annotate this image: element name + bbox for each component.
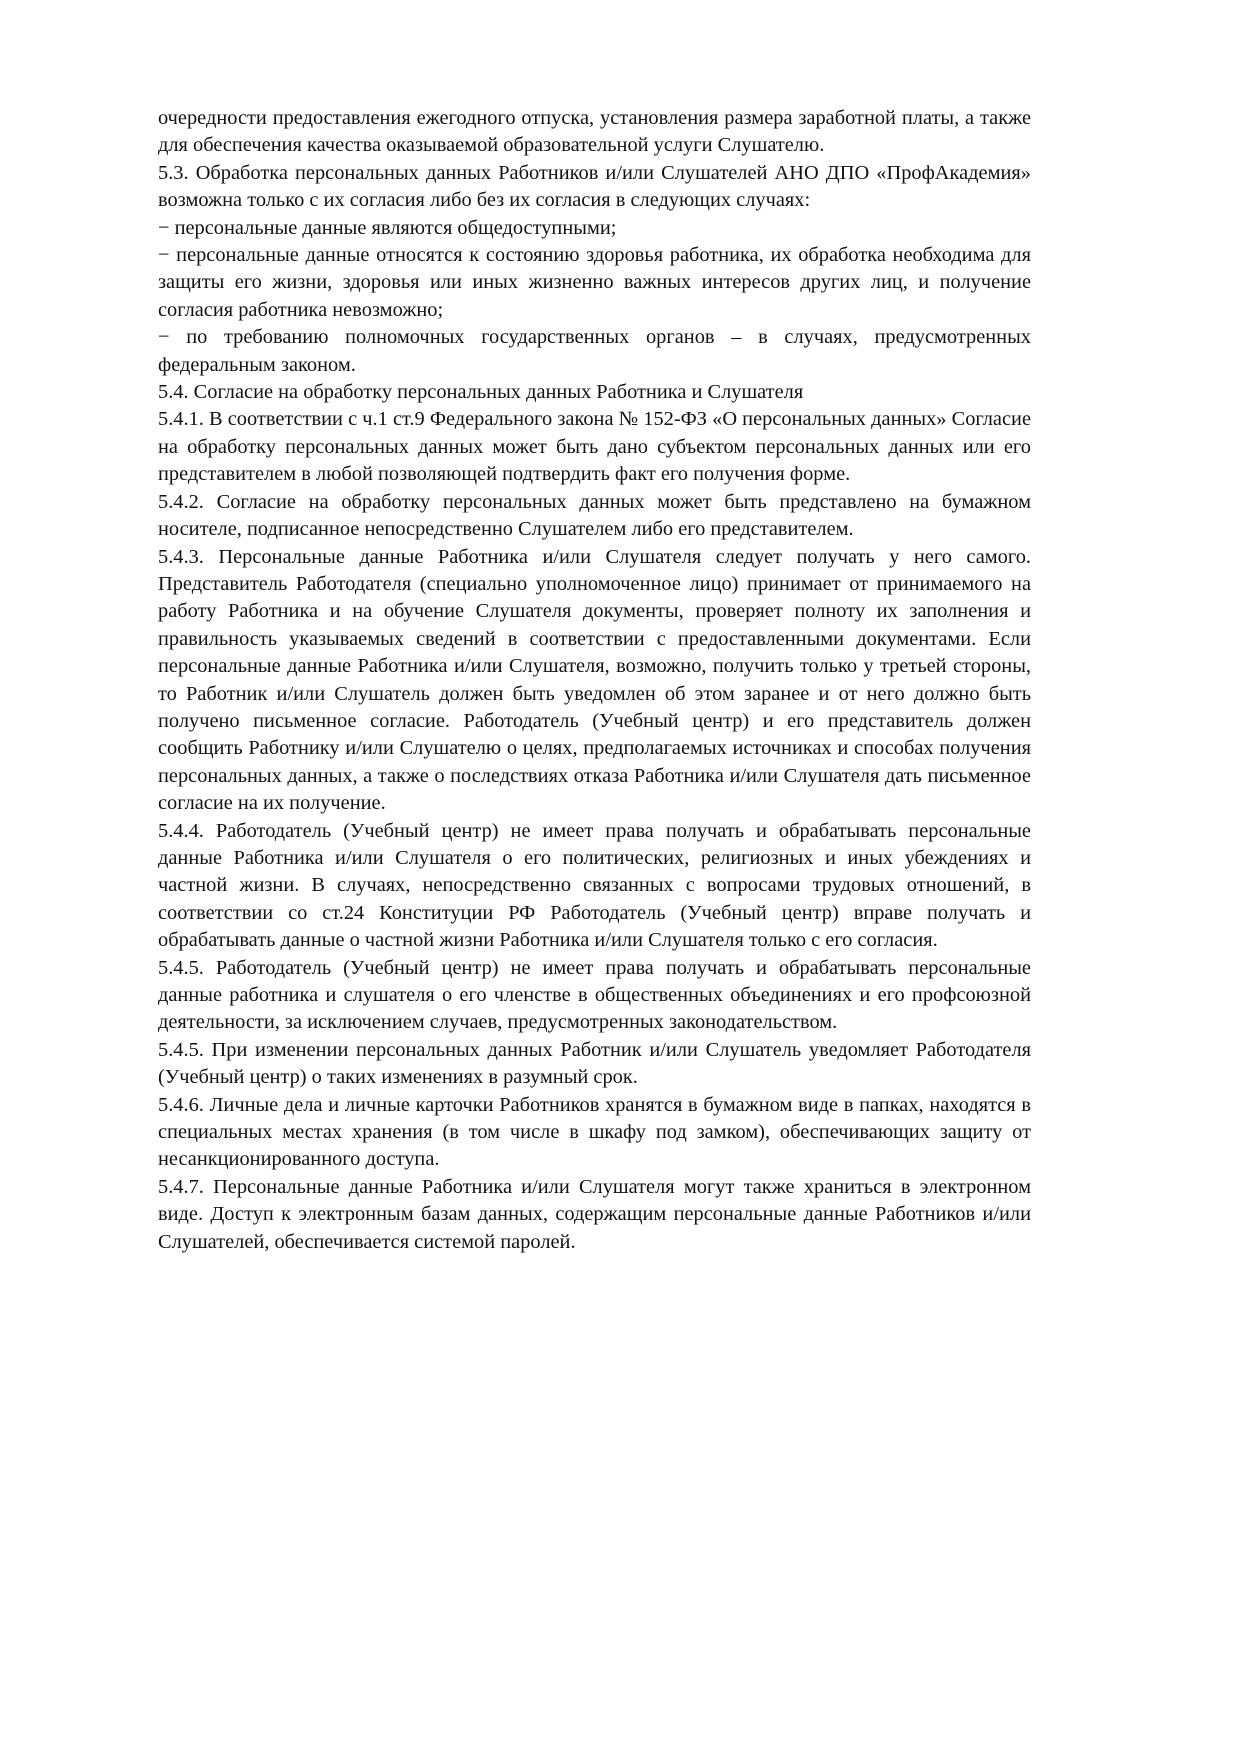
paragraph-5-4-3: 5.4.3. Персональные данные Работника и/или Слушателя следует получать у него самого. Представитель Работодателя (специально уполномоченное лицо) принимает от принимаемого на работу Работника и на обучение Слушателя документы, проверяет полноту их заполнения и правильность указываемых сведений в соответствии с предоставленными документами. Если персональные данные Работника и/или Слушателя, возможно, получить только у третьей стороны, то Работник и/или Слушатель должен быть уведомлен об этом заранее и от него должно быть получено письменное согласие. Работодатель (Учебный центр) и его представитель должен сообщить Работнику и/или Слушателю о целях, предполагаемых источниках и способах получения персональных данных, а также о последствиях отказа Работника и/или Слушателя дать письменное согласие на их получение. — [158, 545, 1031, 815]
paragraph-5-4-5-a: 5.4.5. Работодатель (Учебный центр) не имеет права получать и обрабатывать персональные данные работника и слушателя о его членстве в общественных объединениях и его профсоюзной деятельности, за исключением случаев, предусмотренных законодательством. — [158, 956, 1031, 1034]
paragraph-5-4-2: 5.4.2. Согласие на обработку персональных данных может быть представлено на бумажном носителе, подписанное непосредственно Слушателем либо его представителем. — [158, 490, 1031, 541]
list-item-state-request: − по требованию полномочных государственных органов – в случаях, предусмотренных федеральным законом. — [158, 326, 1031, 376]
paragraph-5-3: 5.3. Обработка персональных данных Работников и/или Слушателей АНО ДПО «ПрофАкадемия» возможна только с их согласия либо без их согласия в следующих случаях: — [158, 161, 1031, 212]
paragraph-5-4-4: 5.4.4. Работодатель (Учебный центр) не имеет права получать и обрабатывать персональные данные Работника и/или Слушателя о его политических, религиозных и иных убеждениях и частной жизни. В случаях, непосредственно связанных с вопросами трудовых отношений, в соответствии со ст.24 Конституции РФ Работодатель (Учебный центр) вправе получать и обрабатывать данные о частной жизни Работника и/или Слушателя только с его согласия. — [158, 819, 1031, 952]
paragraph-5-4-5-b: 5.4.5. При изменении персональных данных Работник и/или Слушатель уведомляет Работодателя (Учебный центр) о таких изменениях в разумный срок. — [158, 1038, 1031, 1089]
list-item-public-data: − персональные данные являются общедоступными; — [158, 216, 617, 239]
paragraph-5-4-6: 5.4.6. Личные дела и личные карточки Работников хранятся в бумажном виде в папках, находятся в специальных местах хранения (в том числе в шкафу под замком), обеспечивающих защиту от несанкционированного доступа. — [158, 1093, 1031, 1171]
section-heading-5-4: 5.4. Согласие на обработку персональных данных Работника и Слушателя — [158, 381, 804, 404]
paragraph-5-4-7: 5.4.7. Персональные данные Работника и/или Слушателя могут также храниться в электронном виде. Доступ к электронным базам данных, содержащим персональные данные Работников и/или Слушателей, обеспечивается системой паролей. — [158, 1175, 1031, 1253]
paragraph-continuation: очередности предоставления ежегодного отпуска, установления размера заработной платы, а также для обеспечения качества оказываемой образовательной услуги Слушателю. — [158, 107, 1031, 157]
document-body — [158, 105, 1031, 1256]
list-item-health-data: − персональные данные относятся к состоянию здоровья работника, их обработка необходима для защиты его жизни, здоровья или иных жизненно важных интересов других лиц, и получение согласия работника невозможно; — [158, 244, 1031, 321]
paragraph-5-4-1: 5.4.1. В соответствии с ч.1 ст.9 Федерального закона № 152-ФЗ «О персональных данных» Согласие на обработку персональных данных может быть дано субъектом персональных данных или его представителем в любой позволяющей подтвердить факт его получения форме. — [158, 408, 1031, 486]
